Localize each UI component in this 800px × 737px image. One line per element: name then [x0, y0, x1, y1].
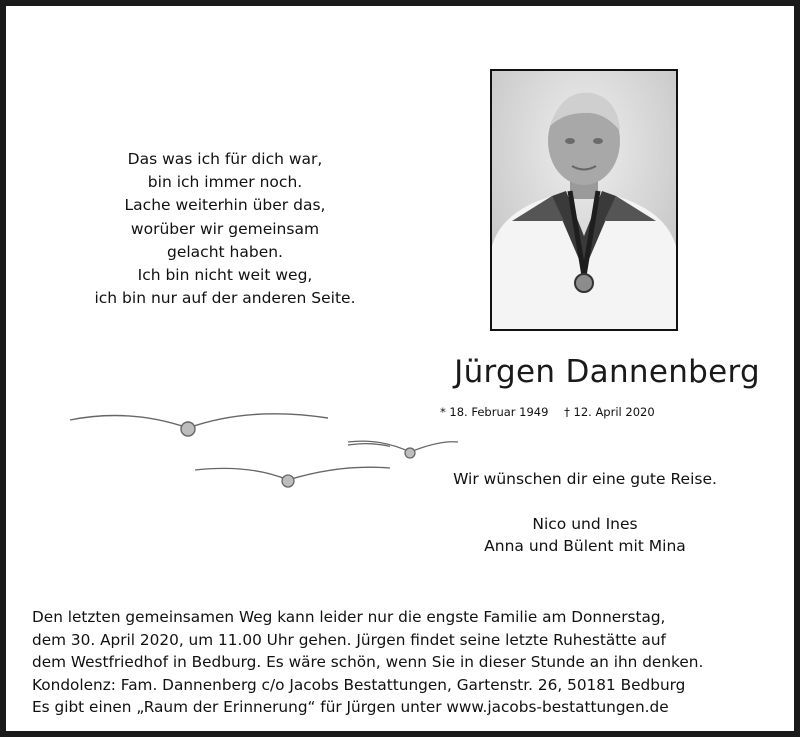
notice-line: dem Westfriedhof in Bedburg. Es wäre schön, wenn Sie in dieser Stunde an ihn denken. — [32, 653, 704, 671]
signer-line: Anna und Bülent mit Mina — [484, 537, 686, 555]
birth-date: * 18. Februar 1949 — [440, 405, 549, 419]
notice-line: dem 30. April 2020, um 11.00 Uhr gehen. Jürgen findet seine letzte Ruhestätte auf — [32, 630, 666, 649]
notice-line: Kondolenz: Fam. Dannenberg c/o Jacobs Bestattungen, Gartenstr. 26, 50181 Bedburg — [32, 675, 686, 694]
poem-line: bin ich immer noch. — [147, 173, 303, 192]
funeral-notice — [32, 606, 772, 719]
poem-line: ich bin nur auf der anderen Seite. — [94, 289, 356, 308]
poem — [60, 148, 390, 310]
bird-icon — [340, 436, 460, 466]
farewell-wish: Wir wünschen dir eine gute Reise. — [453, 470, 717, 488]
poem-line: Ich bin nicht weit weg, — [137, 266, 313, 285]
bird-icon — [195, 467, 390, 487]
poem-line: Lache weiterhin über das, — [124, 196, 326, 215]
deceased-name: Jürgen Dannenberg — [454, 354, 760, 390]
portrait-photo — [490, 69, 678, 331]
poem-line: Das was ich für dich war, — [127, 150, 323, 168]
notice-line: Den letzten gemeinsamen Weg kann leider nur die engste Familie am Donnerstag, — [32, 608, 666, 626]
signers — [400, 513, 770, 557]
notice-line: Es gibt einen „Raum der Erinnerung“ für Jürgen unter www.jacobs-bestattungen.de — [32, 698, 669, 716]
death-date: † 12. April 2020 — [564, 405, 655, 419]
life-dates — [440, 405, 680, 419]
bird-icon — [70, 414, 328, 436]
poem-line: gelacht haben. — [167, 242, 283, 261]
poem-line: worüber wir gemeinsam — [130, 219, 320, 238]
signer-line: Nico und Ines — [532, 515, 638, 533]
